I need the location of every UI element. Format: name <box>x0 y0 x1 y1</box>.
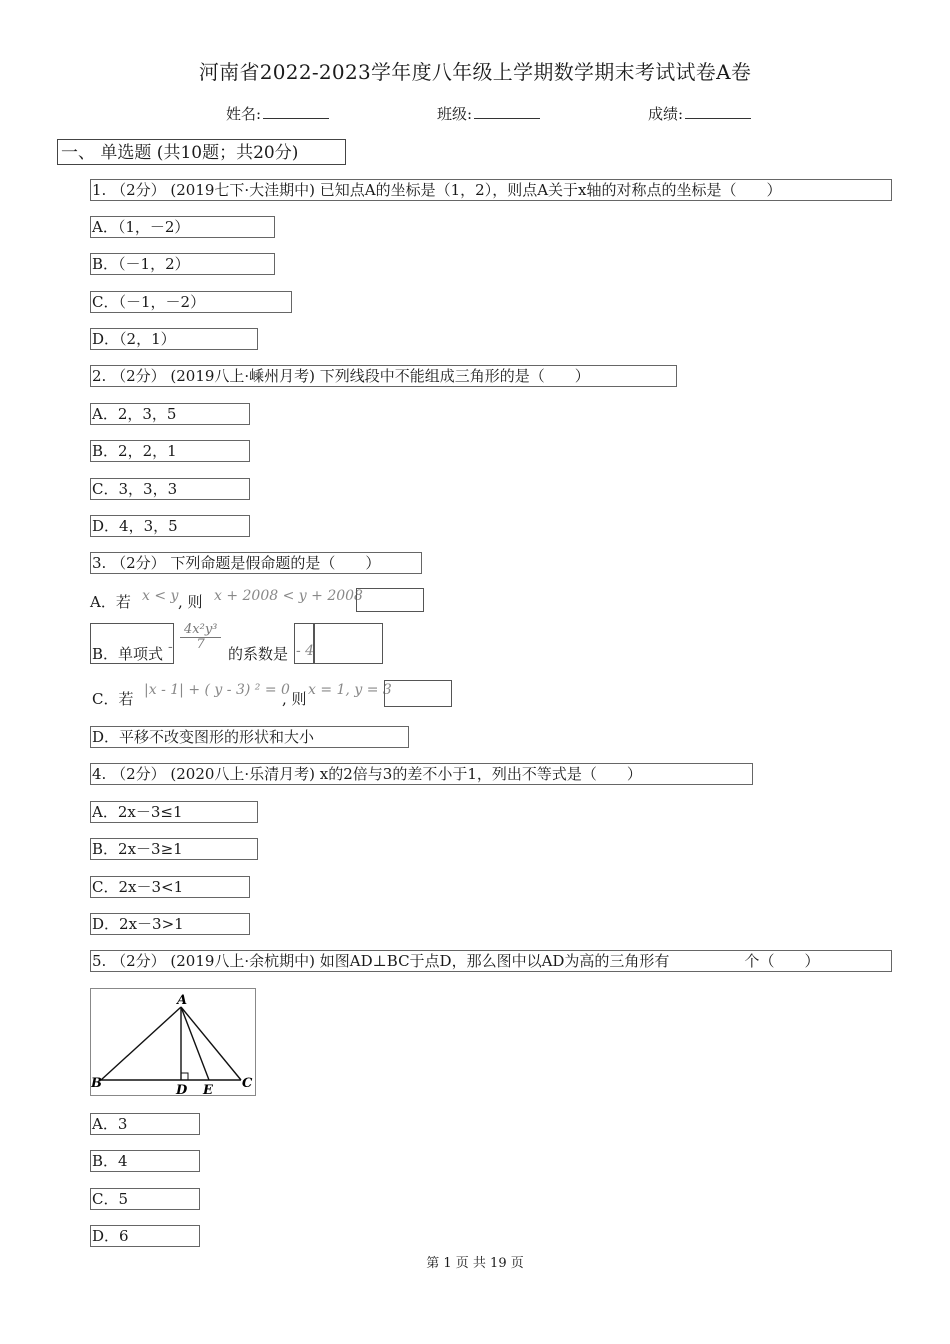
q3c-blank-box <box>384 680 452 707</box>
q1-option-b[interactable]: B．（－1，2） <box>90 253 275 275</box>
q3-option-d[interactable]: D．平移不改变图形的形状和大小 <box>90 726 409 748</box>
right-angle-mark <box>181 1073 188 1080</box>
class-label: 班级: <box>437 105 473 123</box>
q3a-prefix: A．若 <box>90 593 131 611</box>
question-4-stem: 4. （2分） (2020八上·乐清月考) x的2倍与3的差不小于1，列出不等式是（ ） <box>90 763 753 785</box>
line-ab <box>101 1007 181 1080</box>
name-field <box>226 103 329 124</box>
q3b-minus: - <box>168 639 173 655</box>
class-blank[interactable] <box>474 106 540 119</box>
score-field <box>648 103 751 124</box>
class-field <box>437 103 540 124</box>
q4-option-c[interactable]: C．2x－3<1 <box>90 876 250 898</box>
question-3-stem: 3. （2分） 下列命题是假命题的是（ ） <box>90 552 422 574</box>
name-label: 姓名: <box>226 105 262 123</box>
label-a: A <box>177 993 188 1008</box>
q5-option-d[interactable]: D．6 <box>90 1225 200 1247</box>
q3b-prefix: B．单项式 <box>92 645 164 663</box>
label-d: D <box>176 1083 188 1095</box>
line-ac <box>181 1007 241 1080</box>
section-heading: 一、 单选题 (共10题；共20分) <box>57 139 346 165</box>
q3c-math-condition: |x - 1| + ( y - 3) ² = 0 <box>144 682 290 698</box>
triangle-diagram <box>91 989 255 1095</box>
label-c: C <box>242 1076 253 1091</box>
q5-option-c[interactable]: C．5 <box>90 1188 200 1210</box>
q2-option-c[interactable]: C．3，3，3 <box>90 478 250 500</box>
q3b-fraction <box>180 623 221 652</box>
q3b-mid: 的系数是 <box>228 645 289 663</box>
name-blank[interactable] <box>263 106 329 119</box>
q5-option-b[interactable]: B．4 <box>90 1150 200 1172</box>
q3b-blank-box <box>314 623 383 664</box>
q3c-mid: , 则 <box>282 690 307 708</box>
score-label: 成绩: <box>648 105 684 123</box>
q4-option-a[interactable]: A．2x－3≤1 <box>90 801 258 823</box>
q2-option-a[interactable]: A．2，3，5 <box>90 403 250 425</box>
q5-figure <box>90 988 256 1096</box>
q3b-frac-numerator: 4x²y³ <box>180 623 221 638</box>
q1-option-d[interactable]: D．（2，1） <box>90 328 258 350</box>
q1-option-c[interactable]: C．（－1，－2） <box>90 291 292 313</box>
q3b-math-result: - 4 <box>296 643 315 659</box>
q2-option-b[interactable]: B．2，2，1 <box>90 440 250 462</box>
q2-option-d[interactable]: D．4，3，5 <box>90 515 250 537</box>
q3-option-b[interactable] <box>90 623 384 665</box>
q3b-frac-denominator: 7 <box>196 637 205 652</box>
q1-option-a[interactable]: A．（1，－2） <box>90 216 275 238</box>
label-b: B <box>91 1076 102 1091</box>
q3c-math-result: x = 1, y = 3 <box>308 682 392 698</box>
q3c-prefix: C．若 <box>92 690 134 708</box>
q3a-mid: , 则 <box>178 593 203 611</box>
q4-option-b[interactable]: B．2x－3≥1 <box>90 838 258 860</box>
q3a-math-condition: x < y <box>142 588 179 604</box>
question-2-stem: 2. （2分） (2019八上·嵊州月考) 下列线段中不能组成三角形的是（ ） <box>90 365 677 387</box>
line-ae <box>181 1007 209 1080</box>
q5-option-a[interactable]: A．3 <box>90 1113 200 1135</box>
page-footer: 第 1 页 共 19 页 <box>426 1256 524 1271</box>
page-title: 河南省2022-2023学年度八年级上学期数学期末考试试卷A卷 <box>198 60 752 84</box>
score-blank[interactable] <box>685 106 751 119</box>
q3-option-c[interactable] <box>90 680 453 708</box>
question-5-stem: 5. （2分） (2019八上·余杭期中) 如图AD⊥BC于点D，那么图中以AD为高的三角形有 个（ ） <box>90 950 892 972</box>
q4-option-d[interactable]: D．2x－3>1 <box>90 913 250 935</box>
q3a-math-result: x + 2008 < y + 2008 <box>214 588 363 604</box>
q3a-blank-box <box>356 588 424 612</box>
label-e: E <box>203 1083 213 1095</box>
question-1-stem: 1. （2分） (2019七下·大洼期中) 已知点A的坐标是（1，2），则点A关于x轴的对称点的坐标是（ ） <box>90 179 892 201</box>
